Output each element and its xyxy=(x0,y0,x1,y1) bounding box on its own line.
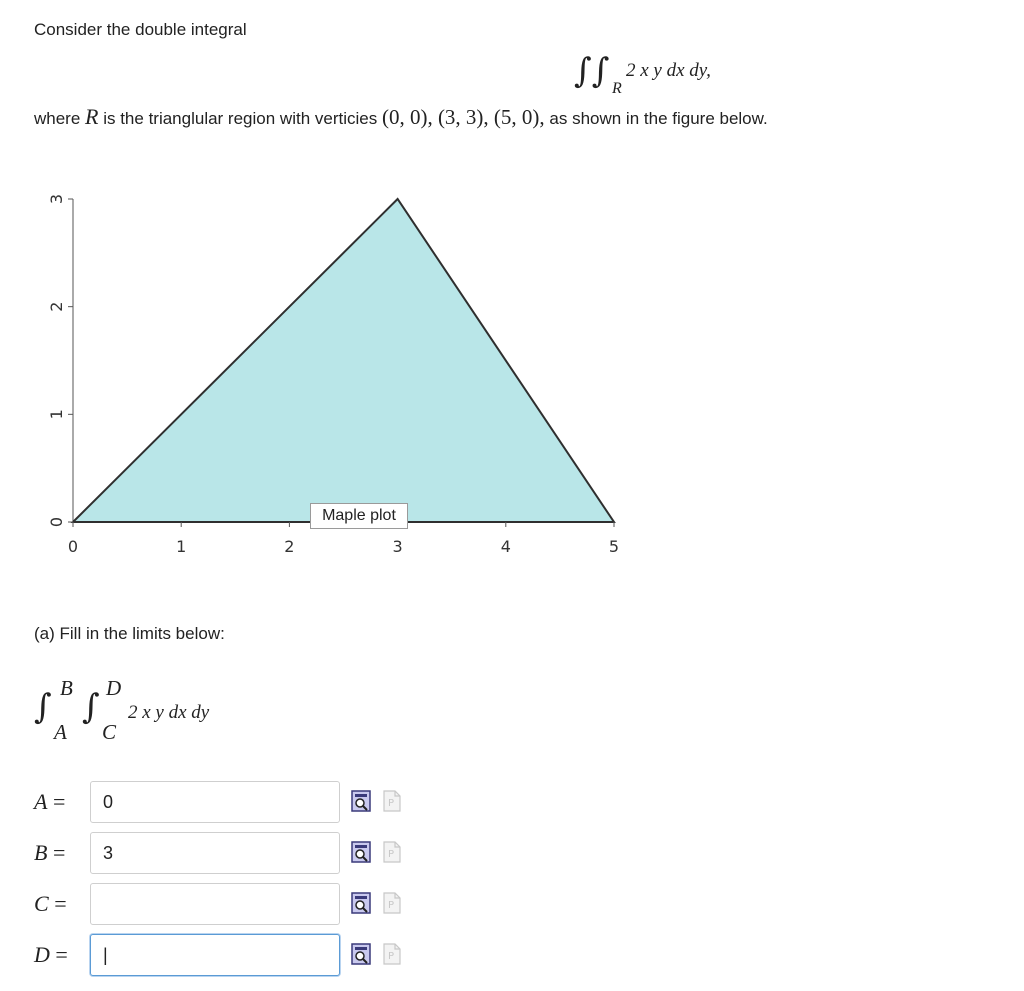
x-tick-label: 4 xyxy=(500,537,511,556)
svg-text:P: P xyxy=(388,849,395,860)
part-a-prompt: (a) Fill in the limits below: xyxy=(34,624,225,643)
outer-lower-limit: A xyxy=(54,720,67,744)
preview-icon[interactable] xyxy=(351,943,369,965)
field-label-a: A = xyxy=(34,789,66,814)
field-label-b: B = xyxy=(34,840,66,865)
where-text-c: as shown in the figure below. xyxy=(544,109,768,128)
y-tick-label: 2 xyxy=(47,301,67,312)
p-syntax-icon[interactable] xyxy=(382,841,400,863)
input-d[interactable]: | xyxy=(90,934,340,976)
input-c[interactable] xyxy=(90,883,340,925)
integral-region-subscript: R xyxy=(612,80,622,97)
maple-plot-tooltip: Maple plot xyxy=(310,503,408,529)
where-text-a: where xyxy=(34,109,86,128)
inner-lower-limit: C xyxy=(102,720,117,744)
svg-text:P: P xyxy=(388,951,395,962)
x-tick-label: 0 xyxy=(67,537,79,556)
p-syntax-icon[interactable] xyxy=(382,790,400,812)
integral-integrand: 2 x y dx dy, xyxy=(626,60,711,81)
x-tick-label: 2 xyxy=(284,537,295,556)
outer-integral-sign: ∫ xyxy=(34,687,52,727)
x-tick-label: 3 xyxy=(392,537,403,556)
x-tick-label: 1 xyxy=(176,537,187,556)
where-text-b: is the trianglular region with verticies xyxy=(98,109,382,128)
double-integral-sign: ∫∫ xyxy=(574,51,610,91)
input-a[interactable]: 0 xyxy=(90,781,340,823)
region-triangle xyxy=(73,199,614,522)
x-tick-label: 5 xyxy=(608,537,620,556)
input-b[interactable]: 3 xyxy=(90,832,340,874)
p-syntax-icon[interactable] xyxy=(382,943,400,965)
y-tick-label: 3 xyxy=(47,193,66,205)
outer-upper-limit: B xyxy=(60,676,73,700)
y-tick-label: 0 xyxy=(47,516,66,528)
field-label-d: D = xyxy=(34,942,68,967)
inner-integral-sign: ∫ xyxy=(82,687,100,727)
preview-icon[interactable] xyxy=(351,841,369,863)
preview-icon[interactable] xyxy=(351,790,369,812)
where-line xyxy=(34,104,768,129)
limits-integrand: 2 x y dx dy xyxy=(128,702,210,723)
display-integral xyxy=(574,52,774,102)
field-label-c: C = xyxy=(34,891,67,916)
inner-upper-limit: D xyxy=(106,676,122,700)
vertices-text: (0, 0), (3, 3), (5, 0), xyxy=(381,105,545,129)
y-tick-label: 1 xyxy=(47,409,66,420)
svg-text:P: P xyxy=(388,798,395,809)
svg-text:P: P xyxy=(388,900,395,911)
limits-integral xyxy=(34,676,294,746)
region-symbol: R xyxy=(85,104,99,129)
p-syntax-icon[interactable] xyxy=(382,892,400,914)
intro-line: Consider the double integral xyxy=(34,20,247,39)
preview-icon[interactable] xyxy=(351,892,369,914)
